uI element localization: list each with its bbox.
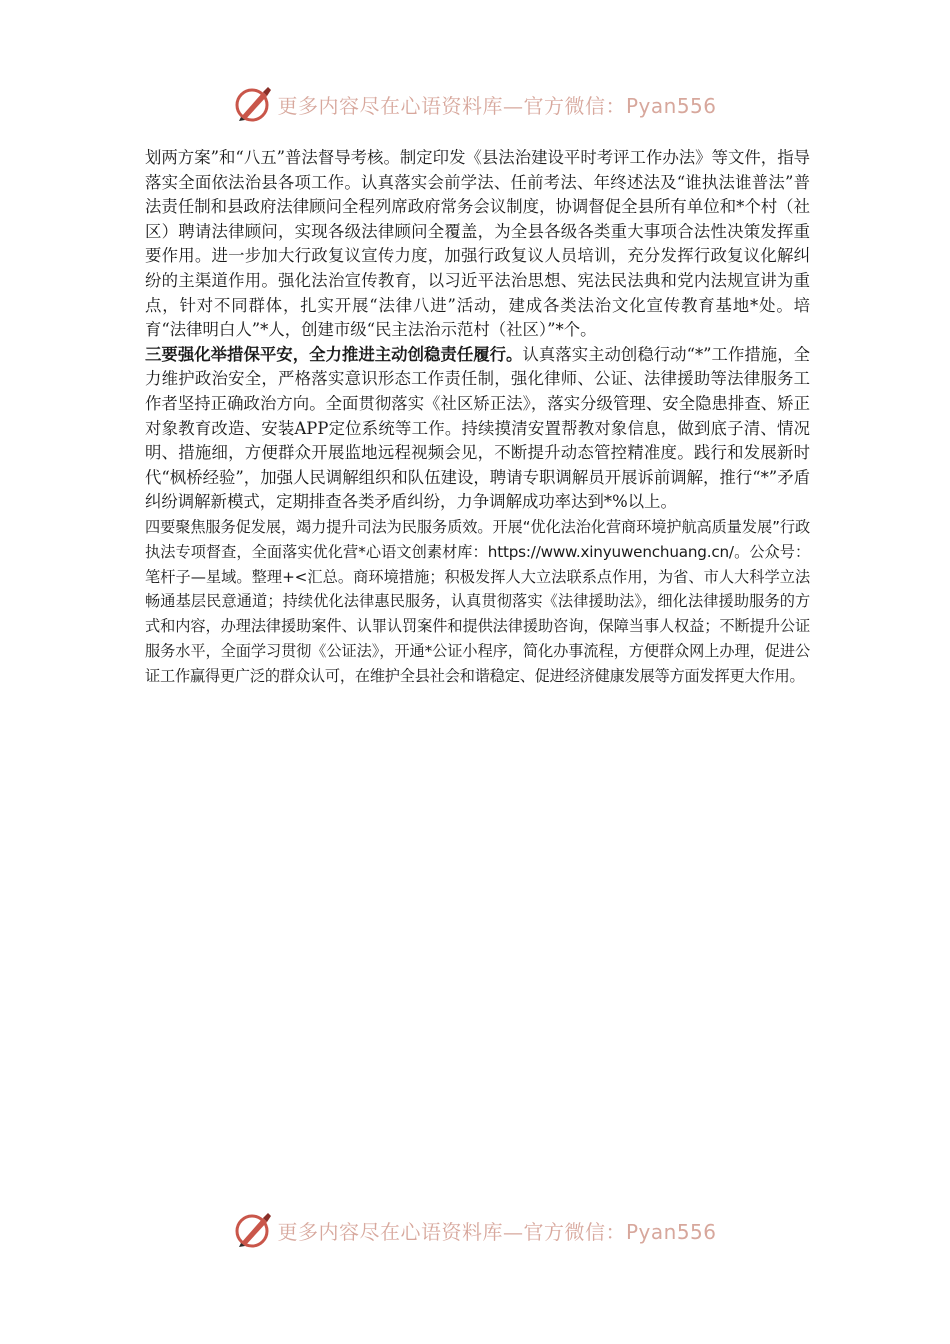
header-watermark-banner — [0, 84, 950, 124]
footer-watermark-text — [277, 1216, 716, 1245]
paragraph-stability-text: 认真落实主动创稳行动“*”工作措施，全力维护政治安全，严格落实意识形态工作责任制，强化律师、公证、法律援助等法律服务工作者坚持正确政治方向。全面贯彻落实《社区矫正法》，落实分级管理、安全隐患排查、矫正对象教育改造、安装APP定位系统等工作。持续摸清安置帮教对象信息，做到底子清、情况明、措施细，方便群众开展监地远程视频会见，不断提升动态管控精准度。践行和发展新时代“枫桥经验”，加强人民调解组织和队伍建设，聘请专职调解员开展诉前调解，推行“*”矛盾纠纷调解新模式，定期排查各类矛盾纠纷，力争调解成功率达到*%以上。 — [145, 344, 811, 512]
paragraph-legal-governance: 划两方案”和“八五”普法督导考核。制定印发《县法治建设平时考评工作办法》等文件，指导落实全面依法治县各项工作。认真落实会前学法、任前考法、年终述法及“谁执法谁普法”普法责任制和县政府法律顾问全程列席政府常务会议制度，协调督促全县所有单位和*个村（社区）聘请法律顾问，实现各级法律顾问全覆盖，为全县各级各类重大事项合法性决策发挥重要作用。进一步加大行政复议宣传力度，加强行政复议人员培训，充分发挥行政复议化解纠纷的主渠道作用。强化法治宣传教育，以习近平法治思想、宪法民法典和党内法规宣讲为重点，针对不同群体，扎实开展“法律八进”活动，建成各类法治文化宣传教育基地*处。培育“法律明白人”*人，创建市级“民主法治示范村（社区）”*个。 — [145, 148, 810, 340]
header-watermark-cn: 更多内容尽在心语资料库—官方微信： — [277, 93, 626, 118]
paragraph-stability-heading: 三要强化举措保平安，全力推进主动创稳责任履行。 — [145, 344, 523, 364]
paragraph-stability — [145, 343, 810, 515]
pen-logo-icon — [233, 1210, 273, 1250]
header-watermark-text — [277, 90, 716, 119]
document-body — [145, 146, 810, 688]
header-watermark-id: Pyan556 — [625, 93, 717, 118]
footer-watermark-cn: 更多内容尽在心语资料库—官方微信： — [277, 1219, 626, 1244]
footer-watermark-id: Pyan556 — [625, 1219, 717, 1244]
paragraph-service: 四要聚焦服务促发展，竭力提升司法为民服务质效。开展“优化法治化营商环境护航高质量发展”行政执法专项督查，全面落实优化营*心语文创素材库：https://www.xinyuwenchuang.cn/。公众号：笔杆子—星域。整理+<汇总。商环境措施；积极发挥人大立法联系点作用，为省、市人大科学立法畅通基层民意通道；持续优化法律惠民服务，认真贯彻落实《法律援助法》，细化法律援助服务的方式和内容，办理法律援助案件、认罪认罚案件和提供法律援助咨询，保障当事人权益；不断提升公证服务水平，全面学习贯彻《公证法》，开通*公证小程序，简化办事流程，方便群众网上办理，促进公证工作赢得更广泛的群众认可，在维护全县社会和谐稳定、促进经济健康发展等方面发挥更大作用。 — [145, 517, 810, 685]
pen-logo-icon — [233, 84, 273, 124]
footer-watermark-banner — [0, 1210, 950, 1250]
